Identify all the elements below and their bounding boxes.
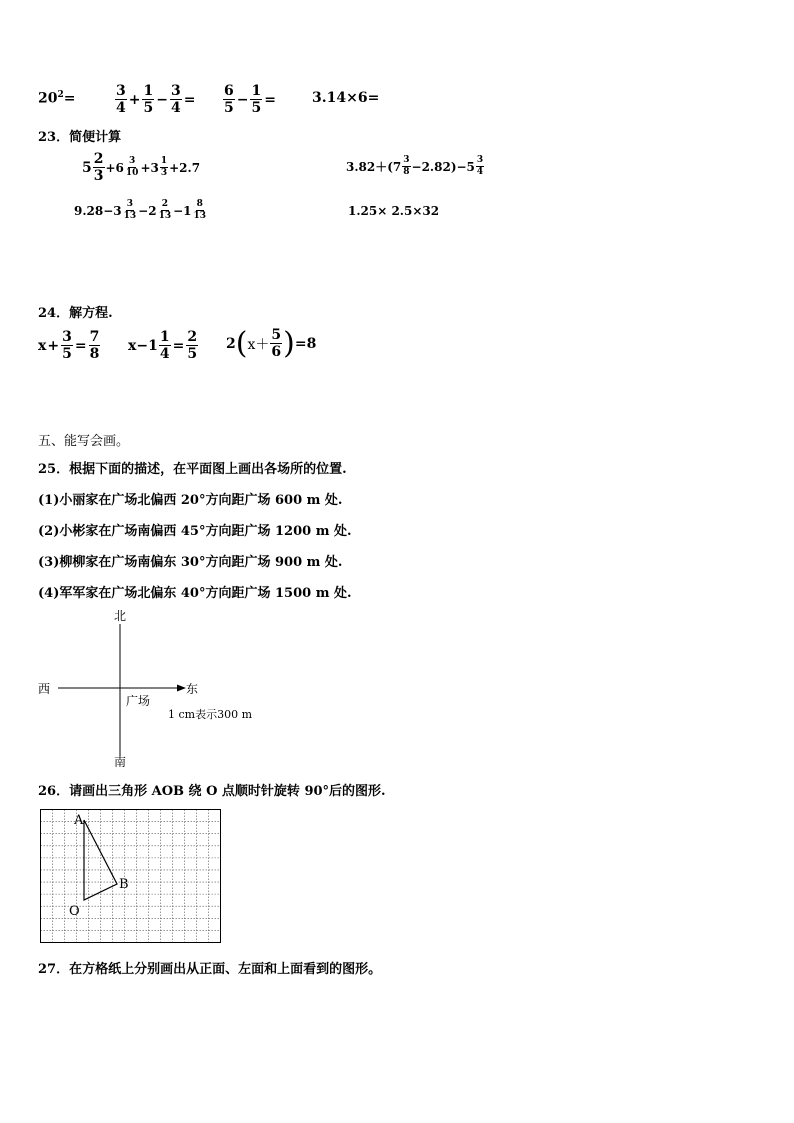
question-25-label: 25．根据下面的描述，在平面图上画出各场所的位置.	[38, 462, 347, 477]
q25-item: (2)小彬家在广场南偏西 45°方向距广场 1200 m 处.	[38, 524, 352, 539]
q25-item: (3)柳柳家在广场南偏东 30°方向距广场 900 m 处.	[38, 555, 343, 570]
east-label: 东	[186, 682, 199, 696]
question-24-label: 24．解方程.	[38, 306, 113, 321]
q24-equation-1: x + $\frac{3}{5}$ = $\frac{7}{8}$	[38, 329, 100, 362]
calc-row-22	[38, 84, 598, 114]
expr-product: 3.14×6=	[312, 90, 380, 106]
section-5-heading: 五、能写会画。	[38, 434, 130, 449]
q25-item: (4)军军家在广场北偏东 40°方向距广场 1500 m 处.	[38, 586, 352, 601]
west-label: 西	[38, 682, 51, 696]
question-23-label: 23．简便计算	[38, 130, 122, 145]
scale-label: 1 cm表示300 m	[168, 708, 253, 721]
q23-expr-3: 9.28−3 $\frac{3}{13}$ −2 $\frac{2}{13}$ −1 $\frac{8}{13}$	[74, 199, 207, 221]
q23-expr-1: 5 $\frac{2}{3}$ +6 $\frac{3}{10}$ +3 $\frac{1}{3}$ +2.7	[82, 151, 201, 184]
point-b-label: B	[119, 877, 129, 892]
compass-diagram	[30, 606, 280, 772]
square-label: 广场	[126, 694, 151, 708]
q24-equation-2: x−1 $\frac{1}{4}$ = $\frac{2}{5}$	[128, 329, 198, 362]
north-label: 北	[113, 609, 127, 623]
east-arrow-head	[177, 685, 186, 692]
rotation-grid	[38, 808, 224, 946]
point-o-label: O	[69, 904, 80, 919]
q23-expr-2: 3.82＋(7 $\frac{3}{8}$ −2.82)−5 $\frac{3}{4}$	[346, 155, 484, 177]
south-label: 南	[113, 755, 127, 769]
expr-power: $20^2=$	[38, 90, 76, 107]
q24-equation-3: 2 ( x＋ $\frac{5}{6}$ ) =8	[226, 325, 317, 361]
question-27-label: 27．在方格纸上分别画出从正面、左面和上面看到的图形。	[38, 962, 382, 977]
expr-fraction-diff: $\frac{6}{5}$ − $\frac{1}{5}$ =	[224, 83, 276, 116]
grid-border	[41, 810, 221, 943]
question-26-label: 26．请画出三角形 AOB 绕 O 点顺时针旋转 90°后的图形.	[38, 784, 386, 799]
q25-item: (1)小丽家在广场北偏西 20°方向距广场 600 m 处.	[38, 493, 343, 508]
grid-lines	[41, 810, 221, 943]
point-a-label: A	[74, 813, 84, 828]
expr-fraction-sum: $\frac{3}{4}$ + $\frac{1}{5}$ − $\frac{3}{4}$ =	[116, 83, 196, 116]
q23-expr-4: 1.25× 2.5×32	[348, 204, 440, 218]
